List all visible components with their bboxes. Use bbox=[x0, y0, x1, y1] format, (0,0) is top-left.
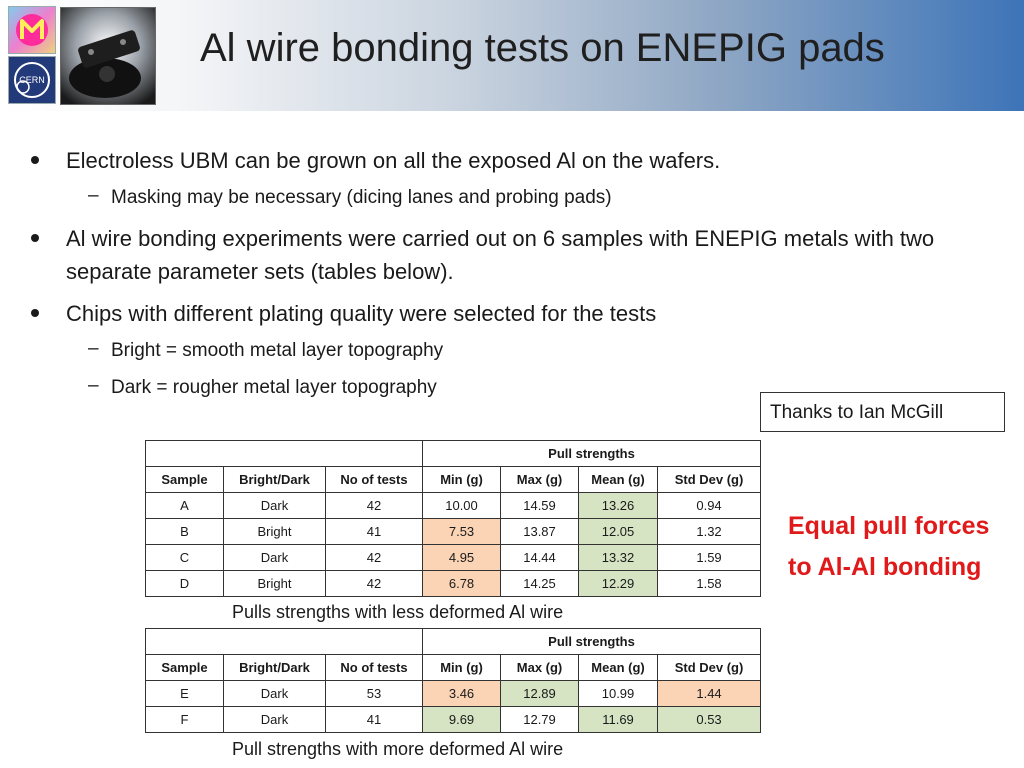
slide-title: Al wire bonding tests on ENEPIG pads bbox=[200, 26, 885, 70]
sub-bullet-item: Masking may be necessary (dicing lanes and probing pads) bbox=[111, 187, 612, 208]
bullet-item: Chips with different plating quality were selected for the tests bbox=[66, 301, 657, 326]
table-cell: 1.32 bbox=[658, 519, 761, 545]
column-header: Max (g) bbox=[501, 467, 579, 493]
table-row bbox=[146, 519, 761, 545]
table-cell: 42 bbox=[326, 545, 423, 571]
table-caption: Pull strengths with more deformed Al wire bbox=[232, 739, 564, 759]
table-cell: 0.53 bbox=[658, 707, 761, 733]
column-header: Mean (g) bbox=[579, 655, 658, 681]
table-cell: 10.99 bbox=[579, 681, 658, 707]
table-row bbox=[146, 571, 761, 597]
table-cell: 12.29 bbox=[579, 571, 658, 597]
table-cell: 14.44 bbox=[501, 545, 579, 571]
table-cell: 1.44 bbox=[658, 681, 761, 707]
table-cell: Bright bbox=[224, 571, 326, 597]
bullet-item: Electroless UBM can be grown on all the exposed Al on the wafers. bbox=[66, 148, 721, 173]
cern-logo bbox=[8, 56, 56, 104]
group-header: Pull strengths bbox=[423, 441, 761, 467]
column-header: Sample bbox=[146, 655, 224, 681]
table-cell: E bbox=[146, 681, 224, 707]
detector-photo bbox=[60, 7, 156, 105]
table-row bbox=[146, 493, 761, 519]
table-cell: 13.87 bbox=[501, 519, 579, 545]
table-cell: 42 bbox=[326, 493, 423, 519]
table-cell: 4.95 bbox=[423, 545, 501, 571]
table-header-spacer bbox=[146, 441, 423, 467]
column-header: No of tests bbox=[326, 655, 423, 681]
table-cell: Dark bbox=[224, 493, 326, 519]
table-cell: 13.32 bbox=[579, 545, 658, 571]
sub-bullet-item: Dark = rougher metal layer topography bbox=[111, 377, 437, 398]
table-header-spacer bbox=[146, 629, 423, 655]
m-logo bbox=[8, 6, 56, 54]
sub-bullet-item: Bright = smooth metal layer topography bbox=[111, 340, 444, 361]
column-header: No of tests bbox=[326, 467, 423, 493]
table-cell: 12.79 bbox=[501, 707, 579, 733]
table-cell: 7.53 bbox=[423, 519, 501, 545]
table-cell: C bbox=[146, 545, 224, 571]
table-row bbox=[146, 681, 761, 707]
table-cell: B bbox=[146, 519, 224, 545]
table-cell: F bbox=[146, 707, 224, 733]
bullet-dot bbox=[31, 156, 39, 164]
column-header: Min (g) bbox=[423, 655, 501, 681]
table-cell: 1.58 bbox=[658, 571, 761, 597]
table-cell: Dark bbox=[224, 545, 326, 571]
column-header: Sample bbox=[146, 467, 224, 493]
group-header: Pull strengths bbox=[423, 629, 761, 655]
table-cell: 10.00 bbox=[423, 493, 501, 519]
table-cell: D bbox=[146, 571, 224, 597]
table-cell: 53 bbox=[326, 681, 423, 707]
table-cell: 12.05 bbox=[579, 519, 658, 545]
sub-bullet-dash: – bbox=[88, 375, 99, 396]
table-cell: 41 bbox=[326, 519, 423, 545]
table-cell: Dark bbox=[224, 707, 326, 733]
column-header: Mean (g) bbox=[579, 467, 658, 493]
table-cell: 1.59 bbox=[658, 545, 761, 571]
table-caption: Pulls strengths with less deformed Al wire bbox=[232, 602, 564, 622]
table-cell: 14.25 bbox=[501, 571, 579, 597]
table-cell: 0.94 bbox=[658, 493, 761, 519]
table-cell: 42 bbox=[326, 571, 423, 597]
table-cell: 3.46 bbox=[423, 681, 501, 707]
sub-bullet-dash: – bbox=[88, 338, 99, 359]
table-cell: Dark bbox=[224, 681, 326, 707]
conclusion-note: Equal pull forces to Al-Al bonding bbox=[788, 512, 990, 581]
table-cell: A bbox=[146, 493, 224, 519]
pull-strength-table-2 bbox=[145, 628, 761, 733]
bullet-dot bbox=[31, 309, 39, 317]
table-cell: 6.78 bbox=[423, 571, 501, 597]
column-header: Std Dev (g) bbox=[658, 655, 761, 681]
table-cell: 41 bbox=[326, 707, 423, 733]
table-cell: 11.69 bbox=[579, 707, 658, 733]
slide-header bbox=[0, 0, 1024, 111]
table-cell: Bright bbox=[224, 519, 326, 545]
pull-strength-table-1 bbox=[145, 440, 761, 597]
sub-bullet-dash: – bbox=[88, 185, 99, 206]
table-cell: 13.26 bbox=[579, 493, 658, 519]
column-header: Max (g) bbox=[501, 655, 579, 681]
table-row bbox=[146, 545, 761, 571]
table-cell: 12.89 bbox=[501, 681, 579, 707]
table-row bbox=[146, 707, 761, 733]
table-cell: 9.69 bbox=[423, 707, 501, 733]
column-header: Min (g) bbox=[423, 467, 501, 493]
bullet-dot bbox=[31, 234, 39, 242]
table-cell: 14.59 bbox=[501, 493, 579, 519]
column-header: Bright/Dark bbox=[224, 467, 326, 493]
svg-text:CERN: CERN bbox=[19, 75, 45, 85]
acknowledgement-box: Thanks to Ian McGill bbox=[760, 392, 1005, 432]
column-header: Bright/Dark bbox=[224, 655, 326, 681]
bullet-item: Al wire bonding experiments were carried out on 6 samples with ENEPIG metals with two separate parameter sets (tables below). bbox=[66, 226, 935, 284]
column-header: Std Dev (g) bbox=[658, 467, 761, 493]
